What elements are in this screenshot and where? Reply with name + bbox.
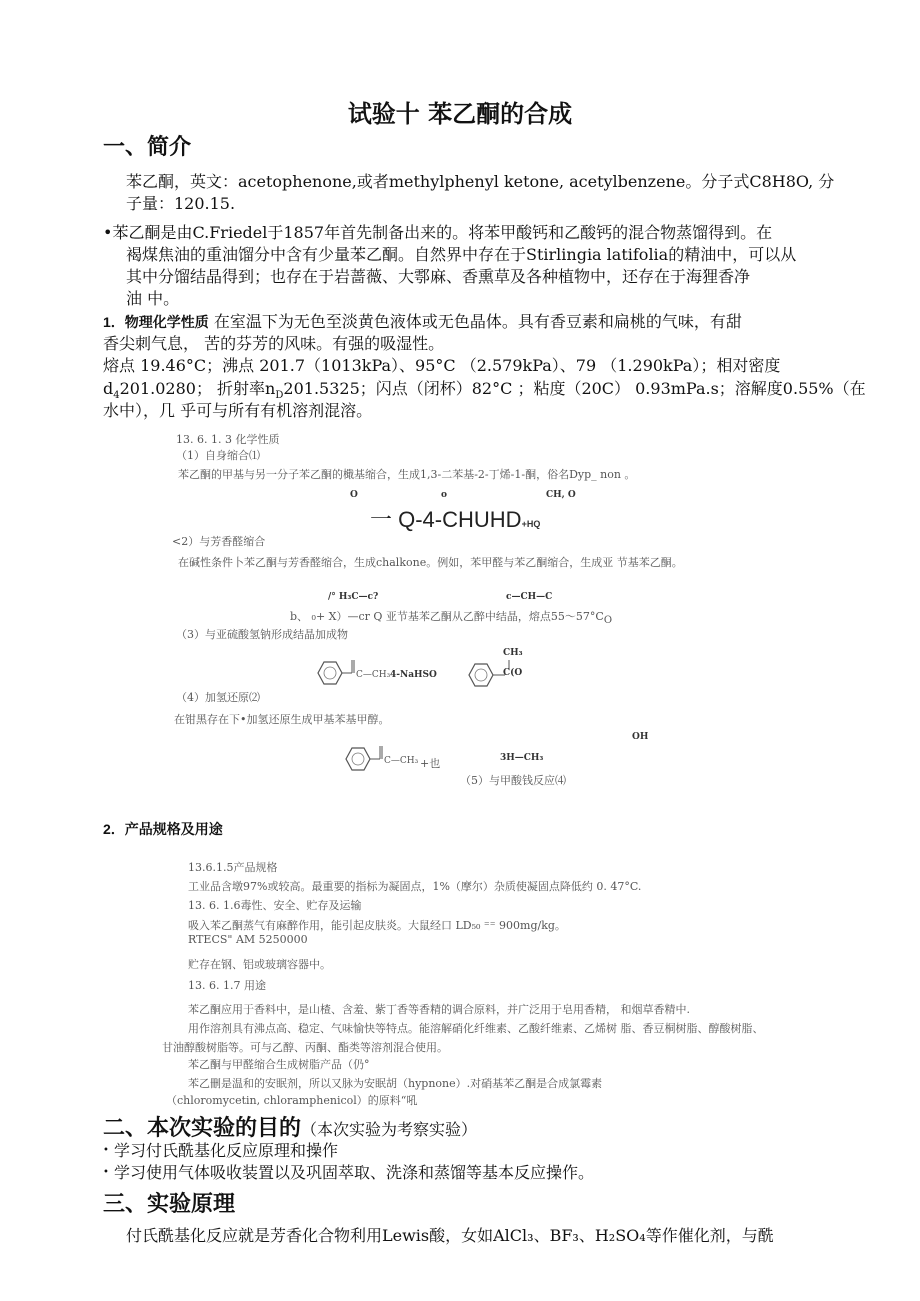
intro-line-2: 子量：120.15. (126, 194, 236, 213)
purpose-bullet-2-text: 学习使用气体吸收装置以及巩固萃取、洗涤和蒸馏等基本反应操作。 (114, 1163, 595, 1182)
chem-line-8: （4）加氢还原⑵ (176, 691, 260, 704)
chem-line-6-text: b、 ₀+ X）—cr Q 亚节基苯乙酮从乙醉中结晶，熔点55〜57°C (290, 610, 604, 623)
struct-label-cch: c—CH—C (506, 592, 553, 602)
acetophenone-structure-icon (308, 652, 398, 692)
spec-line-9: 用作溶剂具有沸点高、稳定、气味愉快等特点。能溶解硝化纤维素、乙酸纤维素、乙烯树 脂、香豆桐树脂、醇酸树脂、 (188, 1022, 764, 1035)
struct-label-ch: CH, O (546, 490, 576, 500)
svg-text:C—CH₃: C—CH₃ (356, 670, 391, 680)
adduct-ch3-label: CH₃ (503, 648, 523, 658)
density-symbol: d (103, 379, 114, 398)
spec-line-2: 工业品含墩97%或较高。最重要的指标为凝固点，1%（摩尔）杂质使凝固点降低约 0. 47°C. (188, 880, 642, 893)
phys-text-3: 熔点 19.46°C；沸点 201.7（1013kPa）、95°C （2.579kPa）、79 （1.290kPa）；相对密度 (103, 356, 781, 375)
density-subscript: 4 (113, 390, 120, 402)
history-line-1: •苯乙酮是由C.Friedel于1857年首先制备出来的。将苯甲酸钙和乙酸钙的混合物蒸馏得到。在 (103, 223, 773, 242)
chem-line-10: （5）与甲酸钱反应⑷ (460, 774, 566, 787)
phys-text-2: 香尖刺气息， 苦的芬芳的风味。有强的吸湿性。 (103, 334, 445, 353)
principle-line-1: 付氏酰基化反应就是芳香化合物利用Lewis酸，女如AlCl₃、BF₃、H₂SO₄等作催化剂，与酰 (126, 1226, 774, 1245)
phys-text-5: 水中），几 乎可与所有有机溶剂混溶。 (103, 401, 373, 420)
spec-line-8: 苯乙酮应用于香料中，是山楂、含羞、紫丁香等香精的调合原料，并广泛用于皂用香精， 和烟草香精中. (188, 1003, 690, 1016)
phys-label: 1．物理化学性质 (103, 314, 209, 330)
purpose-bullet-2: • 学习使用气体吸收装置以及巩固萃取、洗涤和蒸馏等基本反应操作。 (103, 1163, 595, 1182)
formula-main: 一 Q-4-CHUHD (370, 507, 522, 532)
chem-line-4: <2）与芳香醛缩合 (172, 535, 266, 548)
history-line-2: 褐煤焦油的重油馏分中含有少量苯乙酮。自然界中存在于Stirlingia latifolia的精油中，可以从 (126, 245, 797, 264)
density-temp: 20 (119, 379, 140, 398)
history-line-4: 油 中。 (126, 289, 180, 308)
svg-text:C—CH₃: C—CH₃ (384, 756, 419, 766)
chem-line-5: 在碱性条件卜苯乙酮与芳香醛缩合，生成chalkone。例如，苯甲醛与苯乙酮缩合，生成亚 节基苯乙酮。 (178, 556, 683, 569)
purpose-heading-text: 二、本次实验的目的 (103, 1115, 302, 1141)
refractive-label: 1.0280； 折射率n (139, 379, 276, 398)
chem-line-3: 苯乙酮的甲基与另一分子苯乙酮的檝基缩合，生成1,3-二苯基-2-丁烯-1-酮，俗名Dyp_ non 。 (178, 468, 636, 481)
chem-line-1: 13. 6. 1. 3 化学性质 (176, 433, 280, 446)
purpose-bullet-1: • 学习付氏酰基化反应原理和操作 (103, 1141, 339, 1160)
chem-line-6-sub: O (603, 615, 613, 627)
section-heading-intro: 一、简介 (103, 134, 192, 160)
reaction3-reagent: 4-NaHSO (390, 670, 437, 680)
page-title: 试验十 苯乙酮的合成 (347, 99, 573, 128)
adduct-c-label: C(O (503, 668, 523, 678)
section-heading-purpose (103, 1111, 477, 1142)
spec-line-7: 13. 6. 1.7 用途 (188, 979, 266, 992)
phys-text-4-rest: 1.5325；闪点（闭杯）82°C ；粘度（20C） 0.93mPa.s；溶解度0.55%（在 (303, 379, 866, 398)
refractive-subscript: D (275, 390, 284, 402)
struct-label-oh: OH (632, 732, 649, 742)
struct-label-o2: o (441, 490, 448, 500)
spec-heading: 2．产品规格及用途 (103, 821, 223, 837)
purpose-bullet-1-text: 学习付氏酰基化反应原理和操作 (114, 1141, 339, 1160)
refractive-temp: 20 (283, 379, 304, 398)
spec-line-10: 甘油醇酸树脂等。可与乙醇、丙酮、酯类等溶剂混合使用。 (162, 1041, 448, 1054)
spec-line-1: 13.6.1.5产品规格 (188, 861, 278, 874)
phys-text-1: 在室温下为无色至淡黄色液体或无色晶体。具有香豆素和扁桃的气味，有甜 (213, 312, 742, 331)
bisulfite-adduct-structure-icon (465, 648, 535, 690)
chem-line-7: （3）与亚硫酸氢钠形成结晶加成物 (176, 628, 348, 641)
condensation-formula (370, 503, 540, 534)
intro-line-1: 苯乙酮，英文：acetophenone,或者methylphenyl ketone, acetylbenzene。分子式C8H8O, 分 (126, 172, 835, 191)
spec-line-12: 苯乙刪是温和的安眠剂，所以又脉为安眠胡（hypnone）.对硝基苯乙酮是合成氯霉素 (188, 1077, 603, 1090)
spec-line-5: RTECS" AM 5250000 (188, 933, 308, 946)
spec-line-6: 贮存在钢、铝或玻璃容器中。 (188, 958, 331, 971)
spec-line-4: 吸入苯乙酮蒸气有麻醉作用，能引起皮肤炎。大鼠经口 LD₅₀ ⁼⁼ 900mg/kg。 (188, 919, 566, 932)
spec-line-13: （chloromycetin, chloramphenicol）的原料“吼 (166, 1094, 418, 1107)
chem-line-2: （1）自身缩合⑴ (176, 449, 260, 462)
formula-sub: +HQ (521, 519, 541, 529)
purpose-heading-note: （本次实验为考察实验） (301, 1120, 478, 1139)
history-line-3: 其中分馏结晶得到；也存在于岩蔷薇、大鄠麻、香熏草及各种植物中，还存在于海狸香净 (126, 267, 751, 286)
struct-label-3h: 3H—CH₃ (500, 753, 544, 763)
spec-line-3: 13. 6. 1.6毒性、安全、贮存及运输 (188, 899, 362, 912)
chem-line-6 (290, 608, 612, 626)
spec-line-11: 苯乙酮与甲醛缩合生成树脂产品（仍° (188, 1058, 370, 1071)
section-heading-principle: 三、实验原理 (103, 1191, 236, 1217)
hydrogenation-structure-icon (340, 738, 430, 778)
hydrogenation-plus: +也 (420, 757, 441, 770)
struct-label-h3c: /° H₃C—c? (328, 592, 379, 602)
chem-line-9: 在钳黑存在下•加氢还原生成甲基苯基甲醇。 (174, 713, 390, 726)
struct-label-o1: O (350, 490, 358, 500)
